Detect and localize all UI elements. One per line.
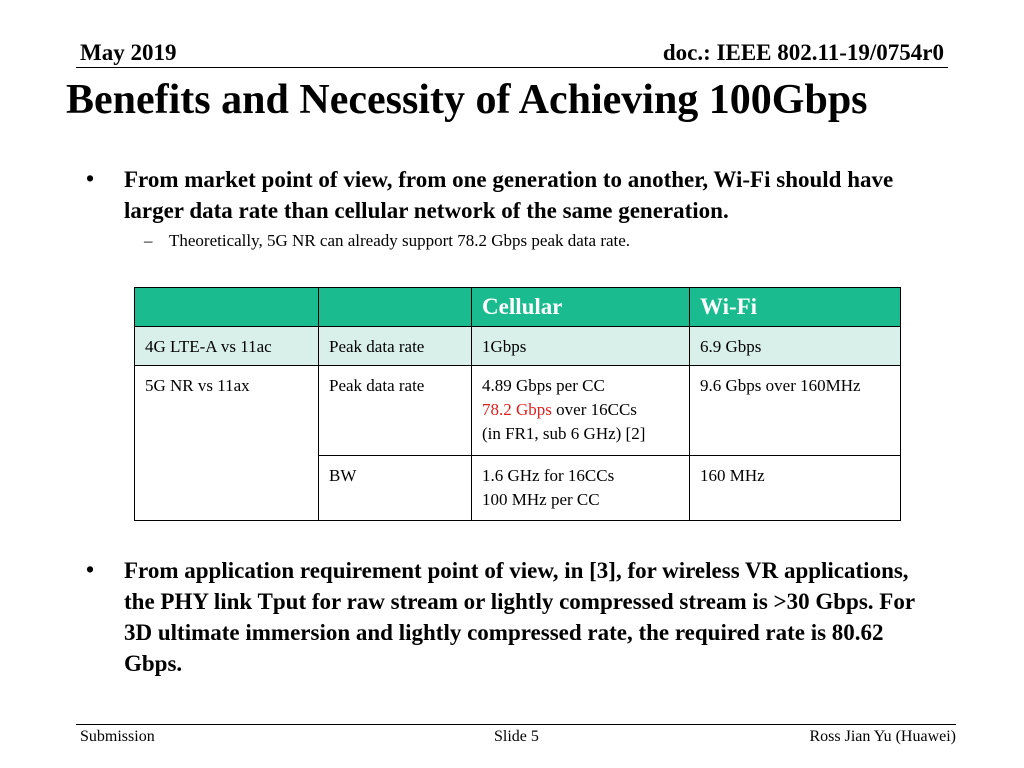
nr-peak-cellular-line2-rest: over 16CCs xyxy=(551,400,637,419)
comparison-table xyxy=(134,287,901,521)
bullet-marker-2: • xyxy=(86,557,95,582)
sub-bullet-text: Theoretically, 5G NR can already support 78.2 Gbps peak data rate. xyxy=(169,231,631,250)
cell-lte-cellular: 1Gbps xyxy=(472,327,690,366)
bullet-marker-1: • xyxy=(86,166,95,191)
header-doc-id: doc.: IEEE 802.11-19/0754r0 xyxy=(662,40,944,65)
cell-lte-metric: Peak data rate xyxy=(319,327,472,366)
nr-peak-highlight: 78.2 Gbps xyxy=(482,400,552,419)
nr-bw-cellular-line2: 100 MHz per CC xyxy=(482,490,600,509)
header-cell-empty-1 xyxy=(135,288,319,327)
header-cell-wifi: Wi-Fi xyxy=(690,288,901,327)
table-row-lte xyxy=(135,327,901,366)
cell-nr-bw-cellular xyxy=(472,456,690,521)
cell-nr-peak-wifi: 9.6 Gbps over 160MHz xyxy=(690,366,901,456)
nr-peak-cellular-line3: (in FR1, sub 6 GHz) [2] xyxy=(482,424,646,443)
cell-nr-group: 5G NR vs 11ax xyxy=(135,366,319,521)
cell-lte-wifi: 6.9 Gbps xyxy=(690,327,901,366)
nr-peak-cellular-line1: 4.89 Gbps per CC xyxy=(482,376,605,395)
header-rule xyxy=(76,67,948,68)
cell-nr-bw-wifi: 160 MHz xyxy=(690,456,901,521)
cell-nr-peak-metric: Peak data rate xyxy=(319,366,472,456)
cell-nr-peak-cellular xyxy=(472,366,690,456)
footer-author: Ross Jian Yu (Huawei) xyxy=(809,728,956,745)
footer-rule xyxy=(76,724,956,725)
cell-nr-bw-metric: BW xyxy=(319,456,472,521)
bullet-text-market: From market point of view, from one generation to another, Wi-Fi should have larger data rate than cellular network of the same generation. xyxy=(124,167,894,223)
table-header-row xyxy=(135,288,901,327)
sub-bullet-marker: – xyxy=(144,231,153,250)
table-row-nr-peak xyxy=(135,366,901,456)
footer-slide-number: Slide 5 xyxy=(494,728,539,745)
cell-lte-group: 4G LTE-A vs 11ac xyxy=(135,327,319,366)
nr-peak-cellular-line2 xyxy=(482,398,679,422)
slide-title: Benefits and Necessity of Achieving 100Gbps xyxy=(66,77,868,123)
footer-submission: Submission xyxy=(80,728,155,745)
bullet-text-application: From application requirement point of view, in [3], for wireless VR applications, the PHY link Tput for raw stream or lightly compressed stream is >30 Gbps. For 3D ultimate immersion and lightly compressed rate, the required rate is 80.62 Gbps. xyxy=(124,558,915,676)
header-cell-cellular: Cellular xyxy=(472,288,690,327)
header-cell-empty-2 xyxy=(319,288,472,327)
nr-bw-cellular-line1: 1.6 GHz for 16CCs xyxy=(482,466,615,485)
header-date: May 2019 xyxy=(80,40,177,65)
